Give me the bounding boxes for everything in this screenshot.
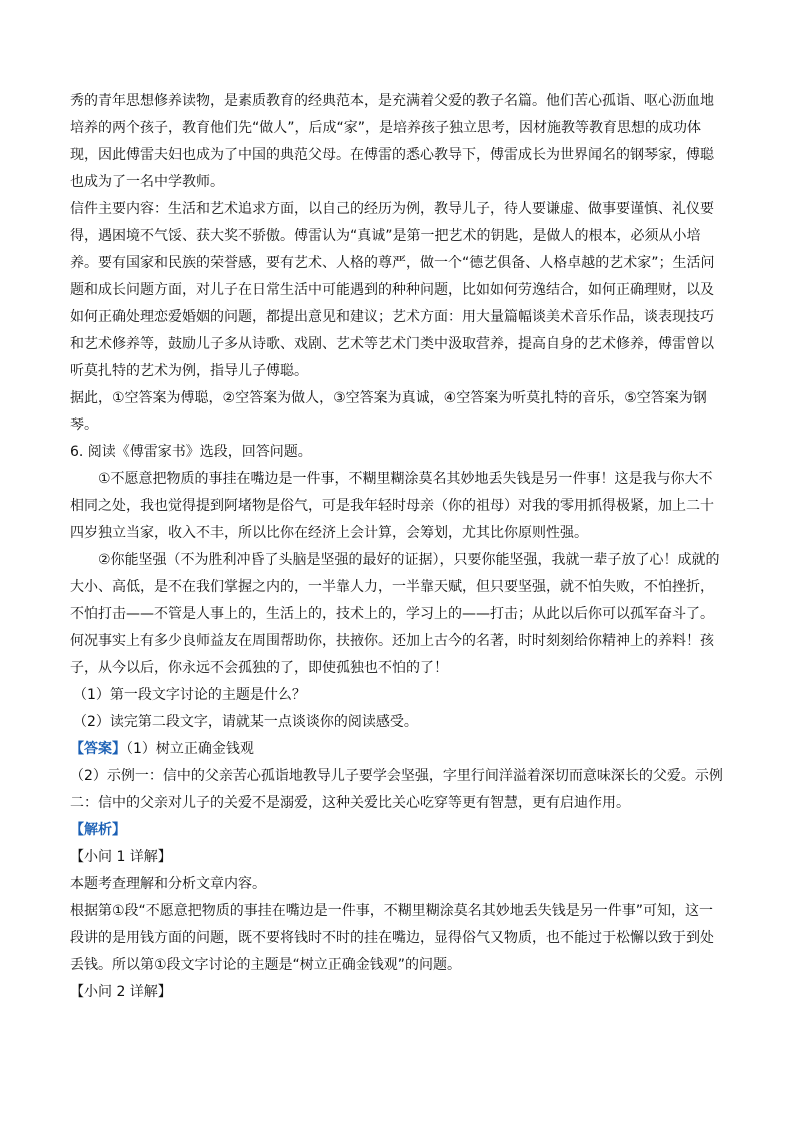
excerpt-paragraph-2: ②你能坚强（不为胜利冲昏了头脑是坚强的最好的证据），只要你能坚强，我就一辈子放了心！成就的大小、高低，是不在我们掌握之内的，一半靠人力，一半靠天赋，但只要坚强，就不怕失败，不怕挫折，不怕打击——不管是人事上的，生活上的，技术上的，学习上的——打击；从此以后你可以孤军奋斗了。何况事实上有多少良师益友在周围帮助你，扶掖你。还加上古今的名著，时时刻刻给你精神上的养料！孩子，从今以后，你永远不会孤独的了，即使孤独也不怕的了！ (70, 552, 720, 676)
excerpt-paragraph-1: ①不愿意把物质的事挂在嘴边是一件事，不糊里糊涂莫名其妙地丢失钱是另一件事！这是我与你大不相同之处，我也觉得提到阿堵物是俗气，可是我年轻时母亲（你的祖母）对我的零用抓得极紧，加上二十四岁独立当家，收入不丰，所以比你在经济上会计算，会筹划，尤其比你原则性强。 (70, 471, 714, 541)
sub-question-2-detail-heading: 【小问 2 详解】 (70, 984, 172, 1000)
intro-paragraph: 秀的青年思想修养读物，是素质教育的经典范本，是充满着父爱的教子名篇。他们苦心孤诣、呕心沥血地培养的两个孩子，教育他们先“做人”，后成“家”，是培养孩子独立思考，因材施教等教育思想的成功体现，因此傅雷夫妇也成为了中国的典范父母。在傅雷的悉心教导下，傅雷成长为世界闻名的钢琴家，傅聪也成为了一名中学教师。 (70, 93, 714, 190)
document-body (70, 88, 724, 1006)
analysis-paragraph: 根据第①段“不愿意把物质的事挂在嘴边是一件事，不糊里糊涂莫名其妙地丢失钱是另一件事”可知，这一段讲的是用钱方面的问题，既不要将钱时不时的挂在嘴边，显得俗气又物质，也不能过于松懈以致于到处丢钱。所以第①段文字讨论的主题是“树立正确金钱观”的问题。 (70, 903, 714, 973)
answer-line-2: （2）示例一：信中的父亲苦心孤诣地教导儿子要学会坚强，字里行间洋溢着深切而意味深长的父爱。示例二：信中的父亲对儿子的关爱不是溺爱，这种关爱比关心吃穿等更有智慧，更有启迪作用。 (70, 768, 723, 811)
answer-line-1 (70, 736, 724, 763)
answer-summary-paragraph: 据此，①空答案为傅聪，②空答案为做人，③空答案为真诚，④空答案为听莫扎特的音乐，⑤空答案为钢琴。 (70, 390, 707, 433)
analysis-tag-line (70, 817, 724, 844)
answer-tag: 【答案】 (70, 741, 126, 757)
sub-question-1: （1）第一段文字讨论的主题是什么？ (73, 687, 306, 703)
sub-question-2: （2）读完第二段文字，请就某一点谈谈你的阅读感受。 (73, 714, 418, 730)
letters-content-paragraph: 信件主要内容：生活和艺术追求方面，以自己的经历为例，教导儿子，待人要谦虚、做事要谨慎、礼仪要得，遇困境不气馁、获大奖不骄傲。傅雷认为“真诚”是第一把艺术的钥匙，是做人的根本，必须从小培养。要有国家和民族的荣誉感，要有艺术、人格的尊严，做一个“德艺俱备、人格卓越的艺术家”；生活问题和成长问题方面，对儿子在日常生活中可能遇到的种种问题，比如如何劳逸结合，如何正确理财，以及如何正确处理恋爱婚姻的问题，都提出意见和建议；艺术方面：用大量篇幅谈美术音乐作品，谈表现技巧和艺术修养等，鼓励儿子多从诗歌、戏剧、艺术等艺术门类中汲取营养，提高自身的艺术修养，傅雷曾以听莫扎特的艺术为例，指导儿子傅聪。 (70, 201, 715, 379)
analysis-intro: 本题考查理解和分析文章内容。 (70, 876, 266, 892)
question-heading: 6. 阅读《傅雷家书》选段，回答问题。 (70, 444, 312, 460)
sub-question-1-detail-heading: 【小问 1 详解】 (70, 849, 172, 865)
answer-text-1: （1）树立正确金钱观 (126, 741, 254, 757)
analysis-tag: 【解析】 (70, 822, 126, 838)
